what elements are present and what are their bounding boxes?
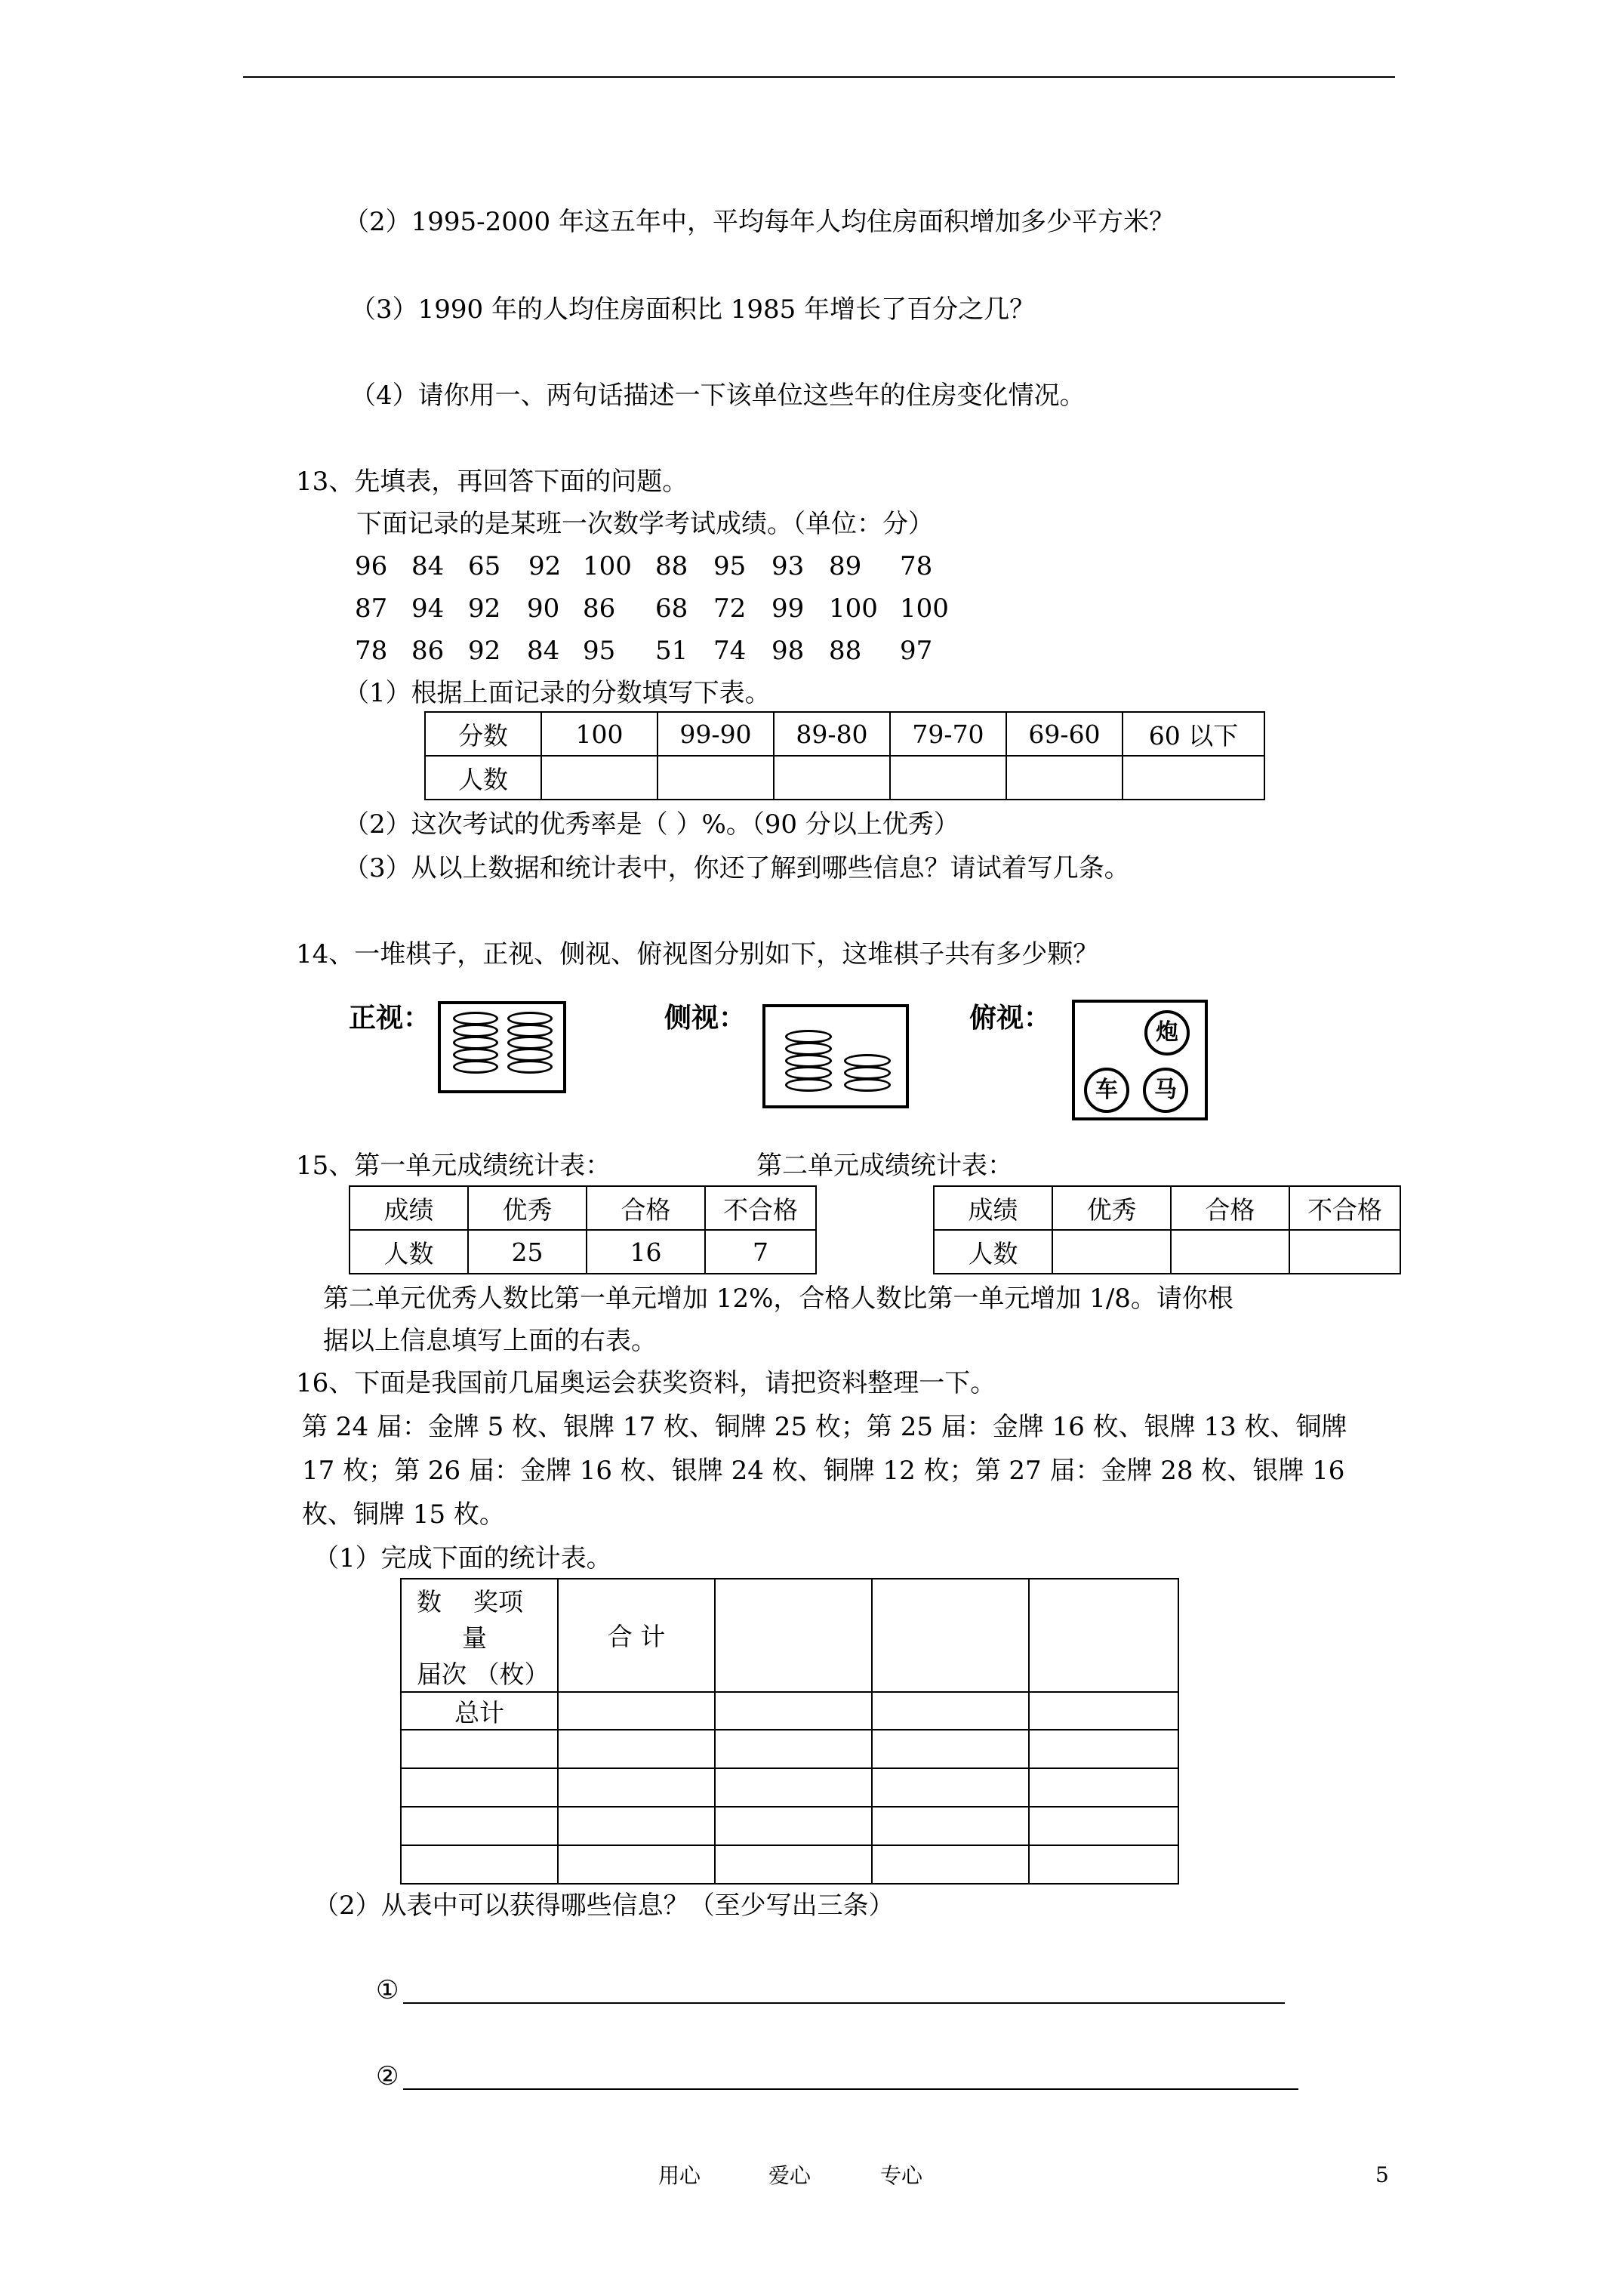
table-header-cell: 69-60 bbox=[1006, 712, 1123, 756]
score: 100 bbox=[829, 593, 878, 624]
score: 95 bbox=[583, 636, 616, 666]
q16-data-line1: 第 24 届：金牌 5 枚、银牌 17 枚、铜牌 25 枚；第 25 届：金牌 16 枚、银牌 13 枚、铜牌 bbox=[302, 1412, 1347, 1442]
q15-text-line2: 据以上信息填写上面的右表。 bbox=[323, 1326, 657, 1356]
table-cell-blank[interactable] bbox=[872, 1845, 1029, 1884]
table-header-cell: 成绩 bbox=[350, 1186, 468, 1230]
score: 90 bbox=[527, 593, 560, 624]
table-cell-blank[interactable] bbox=[1029, 1845, 1178, 1884]
footer-item-1: 用心 bbox=[658, 2163, 701, 2188]
q13-intro: 下面记录的是某班一次数学考试成绩。（单位：分） bbox=[356, 509, 934, 539]
q13-score-table bbox=[424, 711, 1265, 800]
total-row-header: 总计 bbox=[401, 1692, 558, 1730]
chess-piece-che: 车 bbox=[1084, 1068, 1129, 1113]
table-cell: 16 bbox=[587, 1230, 705, 1274]
score: 74 bbox=[713, 636, 747, 666]
corner-text-line3: 届次 （枚） bbox=[417, 1660, 550, 1689]
q13-part3: （3）从以上数据和统计表中，你还了解到哪些信息？请试着写几条。 bbox=[343, 853, 1130, 883]
table-header-cell: 100 bbox=[541, 712, 658, 756]
piece-stack-disc bbox=[844, 1078, 891, 1092]
page-number: 5 bbox=[1375, 2162, 1389, 2187]
table-cell-blank[interactable] bbox=[715, 1768, 872, 1807]
table-row-label: 人数 bbox=[934, 1230, 1052, 1274]
table-header-cell: 成绩 bbox=[934, 1186, 1052, 1230]
table-header-cell: 合格 bbox=[1171, 1186, 1289, 1230]
table-cell-blank[interactable] bbox=[872, 1807, 1029, 1845]
table-header-cell: 优秀 bbox=[468, 1186, 587, 1230]
table-cell-blank[interactable] bbox=[401, 1730, 558, 1768]
score: 68 bbox=[655, 593, 688, 624]
table-cell-blank[interactable] bbox=[872, 1730, 1029, 1768]
score: 97 bbox=[900, 636, 933, 666]
top-view-label: 俯视： bbox=[969, 1003, 1052, 1034]
score: 92 bbox=[468, 593, 501, 624]
piece-stack-disc bbox=[785, 1078, 832, 1092]
table-cell-blank[interactable] bbox=[715, 1807, 872, 1845]
table-cell-blank[interactable] bbox=[774, 756, 890, 800]
q16-data-line3: 枚、铜牌 15 枚。 bbox=[302, 1499, 505, 1530]
table-header-cell: 不合格 bbox=[705, 1186, 816, 1230]
piece-stack-disc bbox=[453, 1060, 498, 1074]
answer-line-1[interactable] bbox=[403, 2002, 1285, 2004]
q13-part2: （2）这次考试的优秀率是（ ）%。（90 分以上优秀） bbox=[343, 809, 959, 840]
table-cell-blank[interactable] bbox=[1052, 1230, 1171, 1274]
q16-medal-table bbox=[400, 1578, 1179, 1885]
table-header-cell: 60 以下 bbox=[1123, 712, 1264, 756]
table-cell-blank[interactable] bbox=[872, 1692, 1029, 1730]
score: 88 bbox=[655, 551, 688, 581]
score: 78 bbox=[355, 636, 388, 666]
score: 95 bbox=[713, 551, 747, 581]
table-cell-blank[interactable] bbox=[1029, 1692, 1178, 1730]
front-view-figure bbox=[438, 1001, 566, 1093]
answer-mark-1: ① bbox=[376, 1975, 399, 2005]
score: 92 bbox=[528, 551, 562, 581]
table-cell-blank[interactable] bbox=[401, 1807, 558, 1845]
table-row-label: 人数 bbox=[350, 1230, 468, 1274]
q16-data-line2: 17 枚；第 26 届：金牌 16 枚、银牌 24 枚、铜牌 12 枚；第 27 届：金牌 28 枚、银牌 16 bbox=[302, 1456, 1345, 1486]
score: 86 bbox=[583, 593, 616, 624]
table-cell-blank[interactable] bbox=[715, 1579, 872, 1692]
score: 84 bbox=[411, 551, 445, 581]
table-cell: 7 bbox=[705, 1230, 816, 1274]
table-header-cell: 优秀 bbox=[1052, 1186, 1171, 1230]
score: 94 bbox=[411, 593, 445, 624]
score: 99 bbox=[771, 593, 805, 624]
table-cell-blank[interactable] bbox=[715, 1845, 872, 1884]
score: 92 bbox=[468, 636, 501, 666]
q15-title-unit2: 第二单元成绩统计表： bbox=[756, 1151, 1013, 1181]
table-header-cell: 分数 bbox=[425, 712, 541, 756]
table-cell-blank[interactable] bbox=[1289, 1230, 1400, 1274]
table-cell: 25 bbox=[468, 1230, 587, 1274]
score: 86 bbox=[411, 636, 445, 666]
corner-text-line1: 数 奖项 bbox=[417, 1587, 523, 1616]
score: 89 bbox=[829, 551, 862, 581]
score: 78 bbox=[900, 551, 933, 581]
score: 84 bbox=[527, 636, 560, 666]
chess-piece-ma: 马 bbox=[1143, 1068, 1188, 1113]
q12-part3: （3）1990 年的人均住房面积比 1985 年增长了百分之几？ bbox=[350, 294, 1036, 325]
table-header-cell: 99-90 bbox=[658, 712, 774, 756]
table-row-label: 人数 bbox=[425, 756, 541, 800]
table-cell-blank[interactable] bbox=[715, 1730, 872, 1768]
total-column-header: 合 计 bbox=[558, 1579, 715, 1692]
q15-text-line1: 第二单元优秀人数比第一单元增加 12%，合格人数比第一单元增加 1/8。请你根 bbox=[323, 1284, 1233, 1314]
table-cell-blank[interactable] bbox=[558, 1730, 715, 1768]
top-view-figure bbox=[1072, 1000, 1208, 1120]
table-cell-blank[interactable] bbox=[872, 1579, 1029, 1692]
table-cell-blank[interactable] bbox=[401, 1768, 558, 1807]
table-cell-blank[interactable] bbox=[541, 756, 658, 800]
table-cell-blank[interactable] bbox=[1029, 1768, 1178, 1807]
q16-part1: （1）完成下面的统计表。 bbox=[313, 1543, 612, 1573]
q15-title-unit1: 15、第一单元成绩统计表： bbox=[296, 1151, 611, 1181]
table-cell-blank[interactable] bbox=[1123, 756, 1264, 800]
score: 72 bbox=[713, 593, 747, 624]
score: 51 bbox=[655, 636, 688, 666]
table-cell-blank[interactable] bbox=[715, 1692, 872, 1730]
q13-title: 13、先填表，再回答下面的问题。 bbox=[296, 467, 688, 497]
score: 98 bbox=[771, 636, 805, 666]
q15-unit2-table bbox=[933, 1185, 1401, 1274]
footer-item-3: 专心 bbox=[880, 2163, 923, 2188]
front-view-label: 正视： bbox=[349, 1003, 431, 1034]
table-cell-blank[interactable] bbox=[658, 756, 774, 800]
q14-title: 14、一堆棋子，正视、侧视、俯视图分别如下，这堆棋子共有多少颗？ bbox=[296, 939, 1099, 969]
header-rule bbox=[243, 76, 1395, 78]
q15-unit1-table bbox=[349, 1185, 817, 1274]
side-view-label: 侧视： bbox=[664, 1003, 747, 1034]
table-cell-blank[interactable] bbox=[401, 1845, 558, 1884]
table-header-cell: 79-70 bbox=[890, 712, 1006, 756]
table-cell-blank[interactable] bbox=[1029, 1807, 1178, 1845]
table-cell-blank[interactable] bbox=[872, 1768, 1029, 1807]
score: 87 bbox=[355, 593, 388, 624]
q12-part4: （4）请你用一、两句话描述一下该单位这些年的住房变化情况。 bbox=[350, 381, 1086, 411]
table-cell-blank[interactable] bbox=[558, 1692, 715, 1730]
table-header-cell: 89-80 bbox=[774, 712, 890, 756]
table-cell-blank[interactable] bbox=[1006, 756, 1123, 800]
q12-part2: （2）1995-2000 年这五年中，平均每年人均住房面积增加多少平方米？ bbox=[343, 207, 1175, 237]
score: 96 bbox=[355, 551, 388, 581]
table-cell-blank[interactable] bbox=[1029, 1579, 1178, 1692]
score: 100 bbox=[900, 593, 949, 624]
q13-part1: （1）根据上面记录的分数填写下表。 bbox=[343, 678, 771, 708]
table-cell-blank[interactable] bbox=[558, 1845, 715, 1884]
score: 65 bbox=[468, 551, 501, 581]
table-cell-blank[interactable] bbox=[558, 1768, 715, 1807]
answer-line-2[interactable] bbox=[403, 2088, 1298, 2090]
table-corner-header bbox=[401, 1579, 558, 1692]
side-view-figure bbox=[762, 1004, 909, 1108]
q16-title: 16、下面是我国前几届奥运会获奖资料，请把资料整理一下。 bbox=[296, 1368, 996, 1398]
corner-text-line2: 量 bbox=[462, 1623, 487, 1653]
footer-item-2: 爱心 bbox=[768, 2163, 812, 2188]
table-cell-blank[interactable] bbox=[558, 1807, 715, 1845]
score: 100 bbox=[583, 551, 632, 581]
answer-mark-2: ② bbox=[376, 2061, 399, 2091]
piece-stack-disc bbox=[507, 1060, 553, 1074]
table-cell-blank[interactable] bbox=[1171, 1230, 1289, 1274]
q16-part2: （2）从表中可以获得哪些信息？（至少写出三条） bbox=[313, 1891, 895, 1921]
table-header-cell: 不合格 bbox=[1289, 1186, 1400, 1230]
chess-piece-pao: 炮 bbox=[1144, 1010, 1190, 1056]
table-cell-blank[interactable] bbox=[890, 756, 1006, 800]
score: 93 bbox=[771, 551, 805, 581]
table-header-cell: 合格 bbox=[587, 1186, 705, 1230]
table-cell-blank[interactable] bbox=[1029, 1730, 1178, 1768]
score: 88 bbox=[829, 636, 862, 666]
